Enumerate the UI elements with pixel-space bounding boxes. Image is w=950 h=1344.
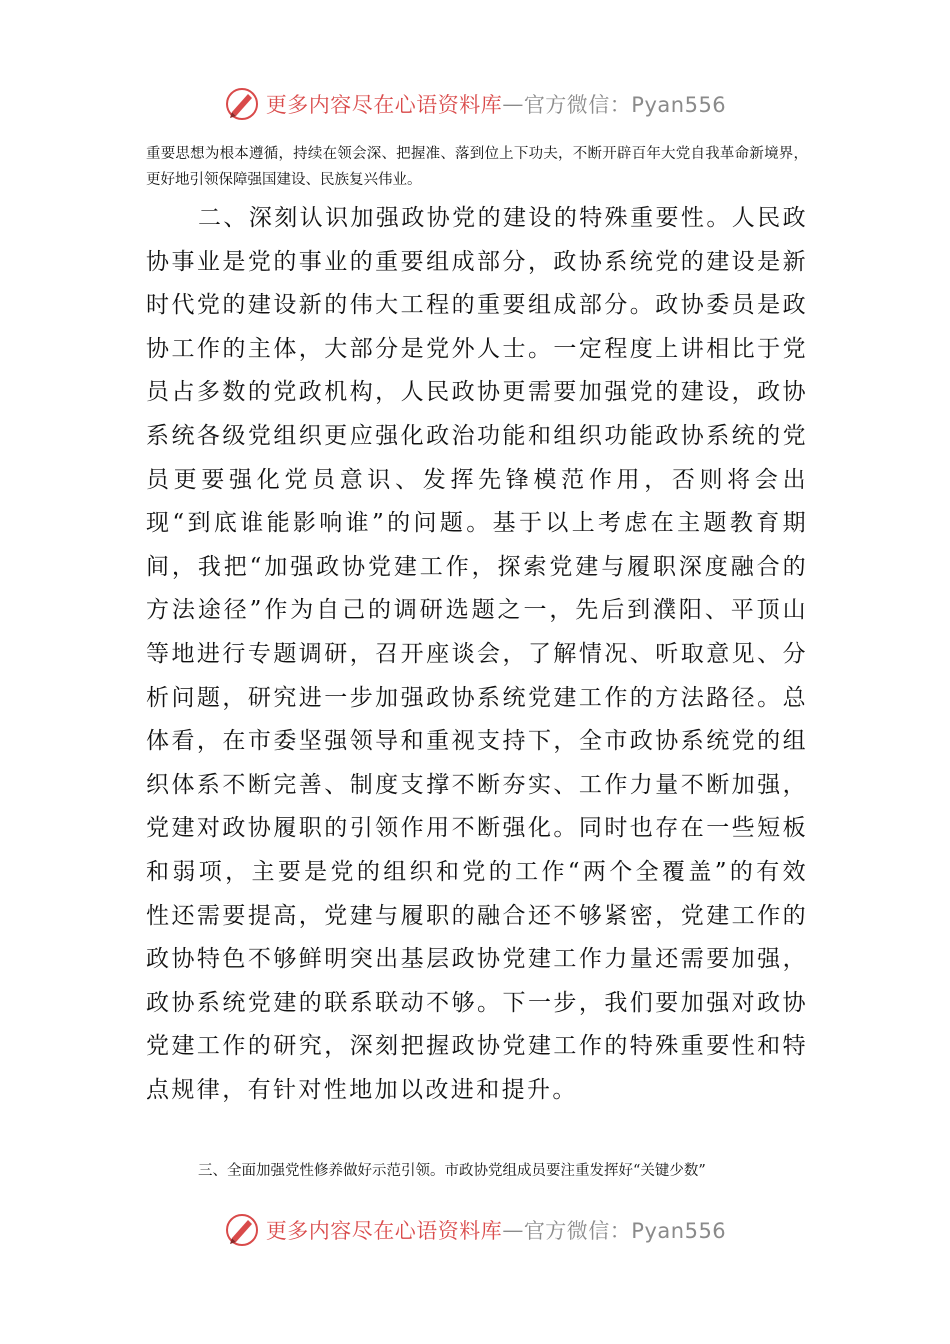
pen-logo-icon bbox=[224, 1212, 260, 1248]
banner-main-text: 更多内容尽在心语资料库 bbox=[265, 1219, 503, 1243]
header-watermark-banner bbox=[0, 82, 950, 126]
footer-watermark-banner bbox=[0, 1208, 950, 1252]
banner-wechat-text: 官方微信：Pyan556 bbox=[523, 1219, 727, 1243]
banner-separator: — bbox=[502, 1218, 524, 1242]
paragraph-section-two: 二、深刻认识加强政协党的建设的特殊重要性。人民政协事业是党的事业的重要组成部分，政协系统党的建设是新时代党的建设新的伟大工程的重要组成部分。政协委员是政协工作的主体，大部分是党外人士。一定程度上讲相比于党员占多数的党政机构，人民政协更需要加强党的建设，政协系统各级党组织更应强化政治功能和组织功能政协系统的党员更要强化党员意识、发挥先锋模范作用，否则将会出现“到底谁能影响谁”的问题。基于以上考虑在主题教育期间，我把“加强政协党建工作，探索党建与履职深度融合的方法途径”作为自己的调研选题之一，先后到濮阳、平顶山等地进行专题调研，召开座谈会，了解情况、听取意见、分析问题，研究进一步加强政协系统党建工作的方法路径。总体看，在市委坚强领导和重视支持下，全市政协系统党的组织体系不断完善、制度支撑不断夯实、工作力量不断加强，党建对政协履职的引领作用不断强化。同时也存在一些短板和弱项，主要是党的组织和党的工作“两个全覆盖”的有效性还需要提高，党建与履职的融合还不够紧密，党建工作的政协特色不够鲜明突出基层政协党建工作力量还需要加强，政协系统党建的联系联动不够。下一步，我们要加强对政协党建工作的研究，深刻把握政协党建工作的特殊重要性和特点规律，有针对性地加以改进和提升。 bbox=[146, 205, 808, 1103]
banner-main-text: 更多内容尽在心语资料库 bbox=[265, 93, 503, 117]
pen-logo-icon bbox=[224, 86, 260, 122]
banner-separator: — bbox=[502, 92, 524, 116]
banner-wechat-text: 官方微信：Pyan556 bbox=[523, 93, 727, 117]
paragraph-section-three: 三、全面加强党性修养做好示范引领。市政协党组成员要注重发挥好“关键少数” bbox=[198, 1163, 706, 1179]
paragraph-intro: 重要思想为根本遵循，持续在领会深、把握准、落到位上下功夫，不断开辟百年大党自我革命新境界，更好地引领保障强国建设、民族复兴伟业。 bbox=[146, 146, 808, 188]
